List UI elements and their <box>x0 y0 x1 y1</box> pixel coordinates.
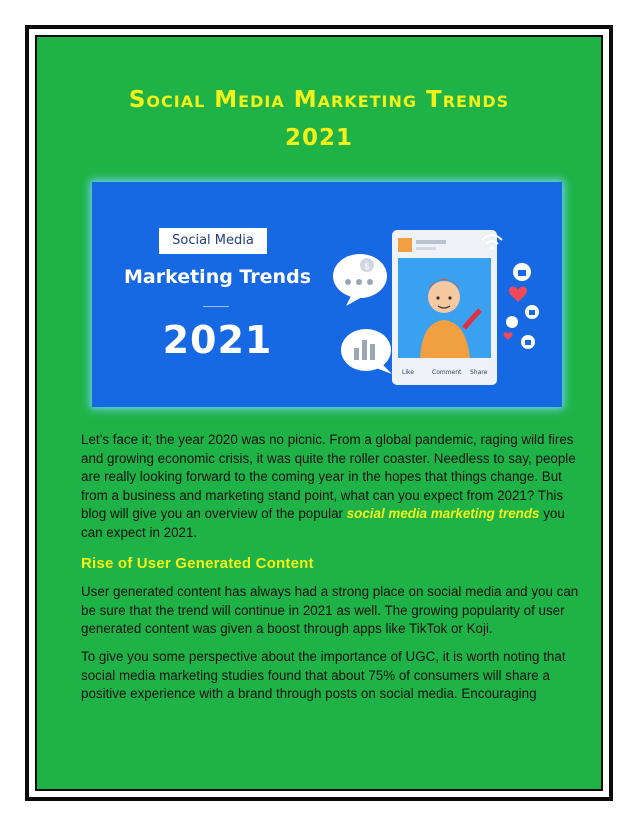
svg-text:$: $ <box>364 262 370 272</box>
hero-banner-image <box>92 182 562 407</box>
section-paragraph-2: To give you some perspective about the importance of UGC, it is worth noting that social media marketing studies found that about 75% of consumers will share a positive experience with a brand through posts on social media. Encouraging <box>81 648 566 702</box>
intro-paragraph: Let’s face it; the year 2020 was no picnic. From a global pandemic, raging wild fires and growing economic crisis, it was quite the roller coaster. Needless to say, people are really looking forward to the coming year in the hopes that things change. But from a business and marketing stand point, what can you expect from 2021? This blog will give you an overview of the popular social media marketing trends you can expect in 2021. <box>81 432 576 540</box>
social-post-illustration <box>332 202 547 387</box>
social-post-card <box>392 230 497 385</box>
banner-badge: Social Media <box>159 228 267 254</box>
banner-year: 2021 <box>162 318 273 362</box>
title-line-2: 2021 <box>284 125 353 151</box>
page-title <box>67 81 571 157</box>
page-panel <box>35 35 603 791</box>
banner-divider <box>203 306 229 307</box>
section-heading: Rise of User Generated Content <box>81 554 314 572</box>
share-action: Share <box>470 369 488 376</box>
banner-heading: Marketing Trends <box>123 266 311 288</box>
title-line-1: Social Media Marketing Trends <box>128 87 510 113</box>
article-body <box>81 431 581 713</box>
page-border-outer <box>25 25 613 801</box>
like-action: Like <box>402 369 414 376</box>
dollar-bubble-icon <box>333 254 387 306</box>
trends-link[interactable]: social media marketing trends <box>346 506 540 522</box>
comment-action: Comment <box>432 369 462 376</box>
chart-bubble-icon <box>341 329 392 374</box>
section-paragraph-1: User generated content has always had a strong place on social media and you can be sure that the trend will continue in 2021 as well. The growing popularity of user generated content was given a boost through apps like TikTok or Koji. <box>81 584 579 637</box>
